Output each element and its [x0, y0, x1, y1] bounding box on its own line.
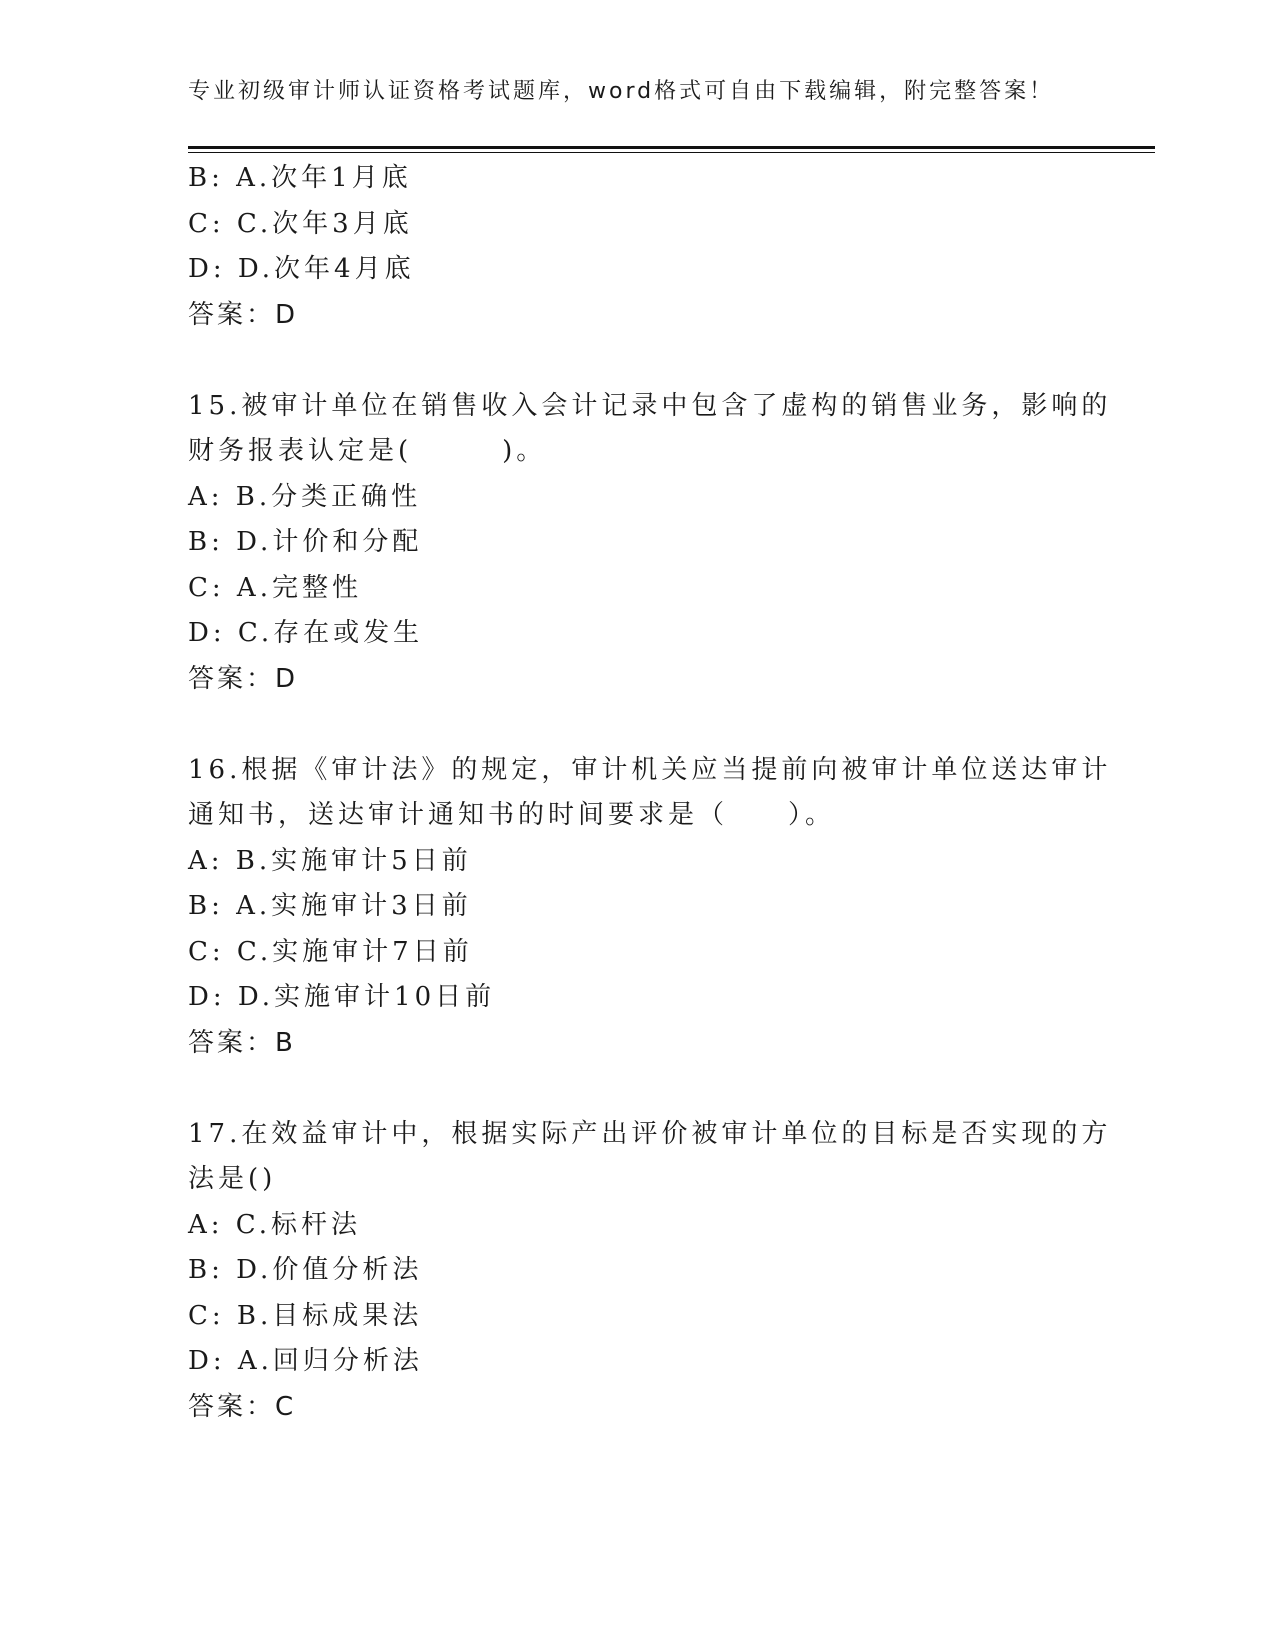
- question-stem: 16.根据《审计法》的规定，审计机关应当提前向被审计单位送达审计: [188, 754, 1112, 785]
- option-line: D: C.存在或发生: [188, 618, 424, 648]
- spacer: [188, 338, 1088, 384]
- option-line: A: B.分类正确性: [188, 481, 422, 512]
- question-stem: 通知书，送达审计通知书的时间要求是（ ）。: [188, 800, 836, 830]
- option-line: D: D.实施审计10日前: [188, 982, 496, 1012]
- option-line: B: D.计价和分配: [188, 527, 423, 557]
- answer-line: 答案：D: [188, 299, 299, 330]
- question-stem: 法是(): [188, 1164, 277, 1194]
- option-line: C: C.实施审计7日前: [188, 936, 473, 967]
- option-line: C: C.次年3月底: [188, 208, 413, 239]
- answer-line: 答案：C: [188, 1391, 297, 1422]
- option-line: D: D.次年4月底: [188, 254, 415, 284]
- page-header: 专业初级审计师认证资格考试题库，word格式可自由下载编辑，附完整答案！: [188, 79, 1055, 104]
- answer-line: 答案：B: [188, 1027, 296, 1058]
- question-14-continued: [188, 156, 1088, 338]
- question-stem: 财务报表认定是( )。: [188, 436, 547, 466]
- question-stem: 15.被审计单位在销售收入会计记录中包含了虚构的销售业务，影响的: [188, 390, 1112, 421]
- spacer: [188, 1066, 1088, 1112]
- question-15: [188, 384, 1112, 703]
- question-16: [188, 748, 1112, 1067]
- option-line: D: A.回归分析法: [188, 1346, 423, 1376]
- spacer: [188, 702, 1088, 748]
- question-17: [188, 1112, 1112, 1431]
- question-stem: 17.在效益审计中，根据实际产出评价被审计单位的目标是否实现的方: [188, 1118, 1112, 1149]
- answer-line: 答案：D: [188, 663, 299, 694]
- option-line: B: A.次年1月底: [188, 163, 412, 193]
- option-line: C: A.完整性: [188, 572, 362, 603]
- option-line: B: A.实施审计3日前: [188, 891, 472, 921]
- header-rule-thin: [188, 152, 1155, 153]
- option-line: A: C.标杆法: [188, 1209, 362, 1240]
- option-line: B: D.价值分析法: [188, 1255, 423, 1285]
- header-rule-thick: [188, 146, 1155, 149]
- option-line: A: B.实施审计5日前: [188, 845, 472, 876]
- document-body: [188, 156, 1112, 1430]
- option-line: C: B.目标成果法: [188, 1300, 423, 1331]
